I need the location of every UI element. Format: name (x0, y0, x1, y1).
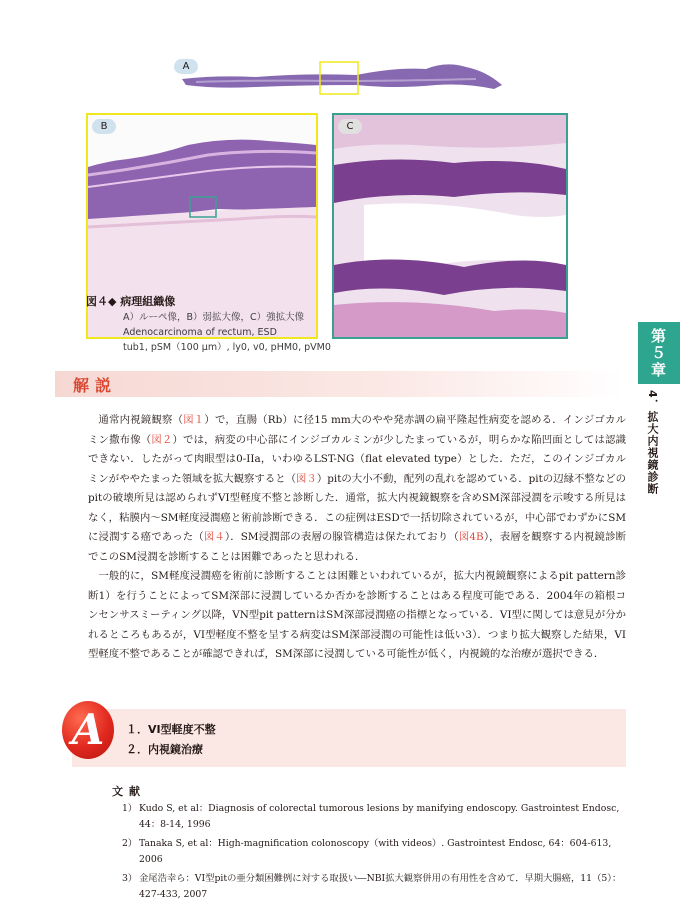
text-run: ）で，直腸（Rb）に径15 mm大のやや発赤調の扁平隆起性病変を認める．インジゴカルミン撒布像（ (88, 414, 627, 446)
figure-link[interactable]: 図２ (151, 433, 173, 446)
reference-number: 1） (122, 803, 138, 814)
answer-item: ２．内視鏡治療 (126, 743, 203, 756)
text-run: ）では，病変の中心部にインジゴカルミンが少したまっているが，明らかな陥凹面としては認識できない．したがって肉眼型は0-IIa，いわゆるLST-NG（flat elevated type）とした．ただ，このインジゴカルミンがややたまった領域を拡大観察すると（ (88, 433, 626, 485)
text-run: ）．SM浸潤部の表層の腺管構造は保たれており（ (224, 531, 459, 543)
text-run: ）pitの大小不動，配列の乱れを認めている．pitの辺縁不整などのpitの破壊所見は認められずVI型軽度不整と診断した．通常，拡大内視鏡観察を含めSM深部浸潤を示唆する所見はなく，粘膜内～SM軽度浸潤癌と術前診断できる．この症例はESDで一括切除されているが，中心部でわずかにSMに浸潤する癌であった（ (88, 472, 626, 543)
figure-link[interactable]: 図３ (296, 472, 317, 485)
reference-item (122, 801, 628, 833)
reference-item (122, 871, 628, 903)
panel-c-label: C (338, 119, 362, 134)
figure-link[interactable]: 図４ (203, 531, 225, 543)
text-run: ），表層を観察する内視鏡診断でこのSM浸潤を診断することは困難であったと思われる． (88, 531, 626, 563)
tissue-strip-image (176, 55, 506, 99)
panel-a-loupe-image (176, 55, 506, 99)
references-title: 文献 (112, 785, 146, 798)
answer-badge: A (62, 701, 114, 759)
panel-a-label: A (174, 59, 198, 74)
paragraph-1 (88, 411, 626, 567)
paragraph-2: 一般的に，SM軽度浸潤癌を術前に診断することは困難といわれているが，拡大内視鏡観察によるpit pattern診断1）を行うことによってSM深部に浸潤しているか否かを診断することはある程度可能である．2004年の箱根コンセンサスミーティング以降，VN型pit patternはSM深部浸潤癌の指標となっている．VI型に関しては意見が分かれるところもあるが，VI型軽度不整を呈する病変はSM深部浸潤の可能性は低い3）．つまり拡大観察した結果，VI型軽度不整であることが確認できれば，SM深部に浸潤している可能性が低く，内視鏡的な治療が選択できる． (88, 570, 626, 660)
caption-line: Adenocarcinoma of rectum, ESD (123, 327, 277, 338)
answer-item: １．VI型軽度不整 (126, 723, 216, 736)
figure-caption (86, 294, 536, 355)
reference-item (122, 836, 628, 868)
text-run: 通常内視鏡観察（ (98, 414, 184, 426)
body-text (88, 411, 626, 665)
reference-text: Tanaka S, et al：High-magnification colonoscopy（with videos）. Gastrointest Endosc, 64：604-613, 2006 (139, 838, 612, 865)
chapter-tab (638, 322, 680, 384)
section-header (55, 371, 625, 397)
figure-link[interactable]: 図１ (183, 414, 205, 426)
references-list (122, 801, 628, 906)
reference-number: 2） (122, 838, 138, 849)
answer-box (71, 705, 626, 767)
reference-number: 3） (122, 873, 138, 884)
reference-text: 金尾浩幸ら：VI型pitの亜分類困難例に対する取扱い―NBI拡大観察併用の有用性を含めて．早期大腸癌，11（5）：427-433, 2007 (139, 873, 622, 900)
caption-line: tub1, pSM（100 μm）, ly0, v0, pHM0, pVM0 (123, 342, 331, 353)
reference-text: Kudo S, et al：Diagnosis of colorectal tumorous lesions by manifying endoscopy. Gastrointest Endosc, 44：8-14, 1996 (139, 803, 620, 830)
chapter-tab-label: 第５章 (649, 328, 667, 379)
caption-line: A）ルーペ像，B）弱拡大像，C）強拡大像 (123, 312, 305, 323)
chapter-subtitle: 4．拡大内視鏡診断 (646, 390, 659, 495)
figure-caption-title: 図４◆ 病理組織像 (86, 295, 176, 308)
panel-b-label: B (92, 119, 116, 134)
figure-link[interactable]: 図4B (458, 531, 484, 543)
section-title: 解説 (73, 376, 118, 395)
